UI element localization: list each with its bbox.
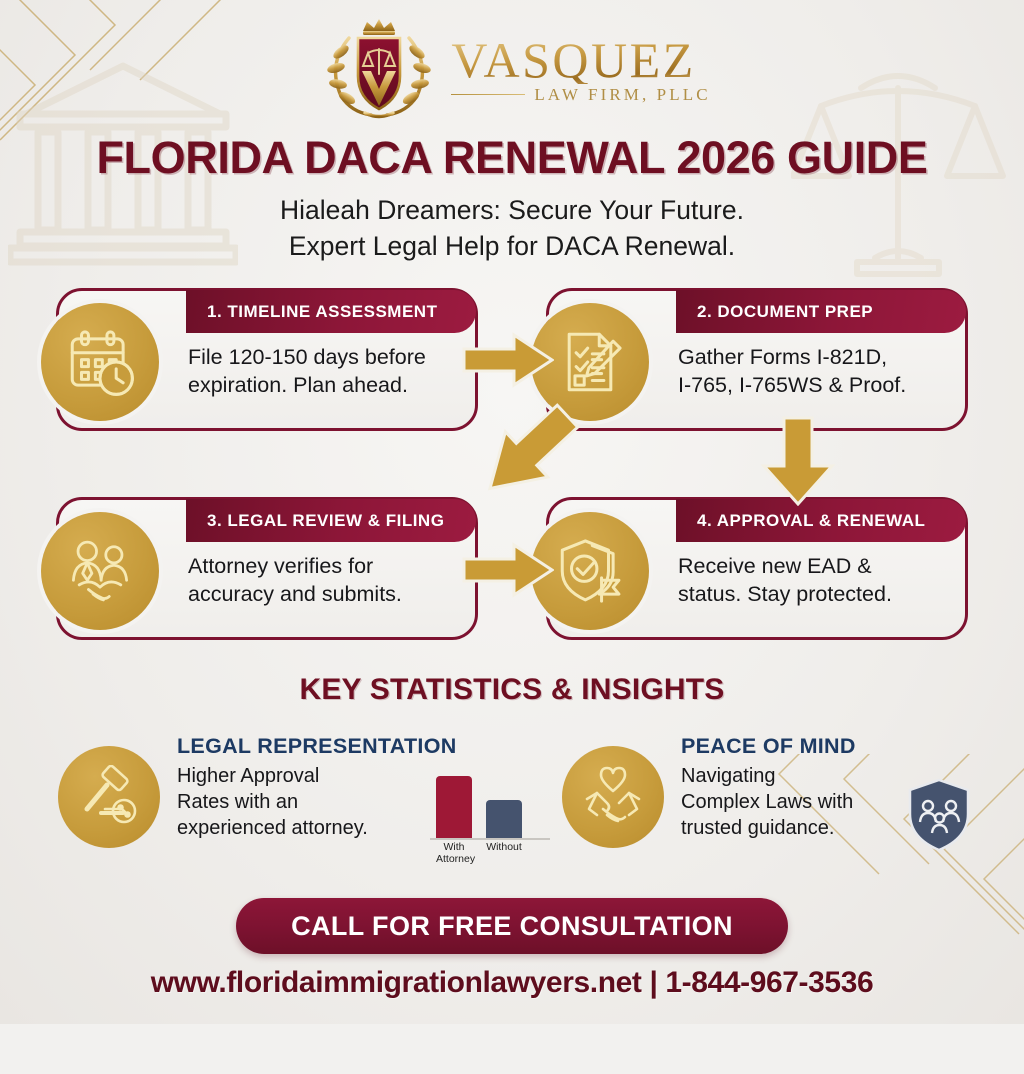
step-2-line-2: I-765, I-765WS & Proof. xyxy=(678,373,907,398)
step-2-body xyxy=(678,343,951,400)
chart-label-without: Without xyxy=(486,841,522,853)
arrow-step1-to-step2 xyxy=(462,330,554,390)
stat-1-heading: LEGAL REPRESENTATION xyxy=(177,734,457,758)
approval-rate-bar-chart xyxy=(430,770,550,865)
stat-legal-representation xyxy=(58,728,457,848)
brand-name: VASQUEZ xyxy=(451,31,696,88)
subtitle-line-1: Hialeah Dreamers: Secure Your Future. xyxy=(280,195,744,225)
step-1-line-1: File 120-150 days before xyxy=(188,345,426,369)
brand-logo xyxy=(0,14,1024,122)
footer-contact[interactable]: www.floridaimmigrationlawyers.net | 1-844-967-3536 xyxy=(150,966,874,999)
step-2-heading: 2. DOCUMENT PREP xyxy=(676,290,966,333)
step-1-line-2: expiration. Plan ahead. xyxy=(188,373,408,398)
stat-1-line-3: experienced attorney. xyxy=(177,817,368,839)
chart-label-with-attorney: With Attorney xyxy=(436,841,476,865)
stat-2-line-2: Complex Laws with xyxy=(681,791,854,813)
step-card-4[interactable] xyxy=(546,497,968,640)
arrow-step2-to-step3 xyxy=(468,398,588,508)
chart-bar-without xyxy=(486,800,522,838)
arrow-step2-to-step4 xyxy=(760,416,836,506)
stat-2-line-3: trusted guidance. xyxy=(681,817,835,839)
arrow-step3-to-step4 xyxy=(462,540,554,600)
stat-1-line-2: Rates with an xyxy=(177,791,299,813)
step-4-heading: 4. APPROVAL & RENEWAL xyxy=(676,499,966,542)
step-3-heading: 3. LEGAL REVIEW & FILING xyxy=(186,499,476,542)
family-shield-icon xyxy=(906,778,972,852)
chart-plot-area xyxy=(430,770,550,838)
stat-2-description xyxy=(681,763,856,841)
subtitle-line-2: Expert Legal Help for DACA Renewal. xyxy=(288,231,736,262)
step-card-2[interactable] xyxy=(546,288,968,431)
shield-crest-icon xyxy=(313,16,445,120)
stats-section-title: KEY STATISTICS & INSIGHTS xyxy=(299,673,725,706)
chart-tick-labels xyxy=(430,840,550,865)
stat-1-description xyxy=(177,763,457,841)
stat-1-line-1: Higher Approval xyxy=(177,765,320,787)
step-2-line-1: Gather Forms I-821D, xyxy=(678,345,888,369)
gavel-percent-icon xyxy=(58,746,160,848)
step-card-1[interactable] xyxy=(56,288,478,431)
stat-peace-of-mind xyxy=(562,728,856,848)
stat-2-line-1: Navigating xyxy=(681,765,776,787)
step-4-line-1: Receive new EAD & xyxy=(678,554,872,578)
chart-bar-with-attorney xyxy=(436,776,472,838)
step-card-3[interactable] xyxy=(56,497,478,640)
step-3-line-1: Attorney verifies for xyxy=(188,554,374,578)
step-3-body xyxy=(188,552,461,609)
brand-tagline: LAW FIRM, PLLC xyxy=(534,84,711,104)
crown-icon xyxy=(363,19,395,35)
step-1-body xyxy=(188,343,461,400)
step-4-line-2: status. Stay protected. xyxy=(678,582,892,607)
attorney-handshake-icon xyxy=(41,512,159,630)
stat-2-heading: PEACE OF MIND xyxy=(681,734,856,758)
page-title: FLORIDA DACA RENEWAL 2026 GUIDE xyxy=(96,132,928,183)
step-3-line-2: accuracy and submits. xyxy=(188,582,402,607)
step-1-heading: 1. TIMELINE ASSESSMENT xyxy=(186,290,476,333)
heart-handshake-icon xyxy=(562,746,664,848)
brand-rule xyxy=(451,94,525,96)
step-4-body xyxy=(678,552,951,609)
call-to-action-button[interactable]: CALL FOR FREE CONSULTATION xyxy=(236,898,788,954)
calendar-clock-icon xyxy=(41,303,159,421)
page-subtitle xyxy=(0,192,1024,264)
